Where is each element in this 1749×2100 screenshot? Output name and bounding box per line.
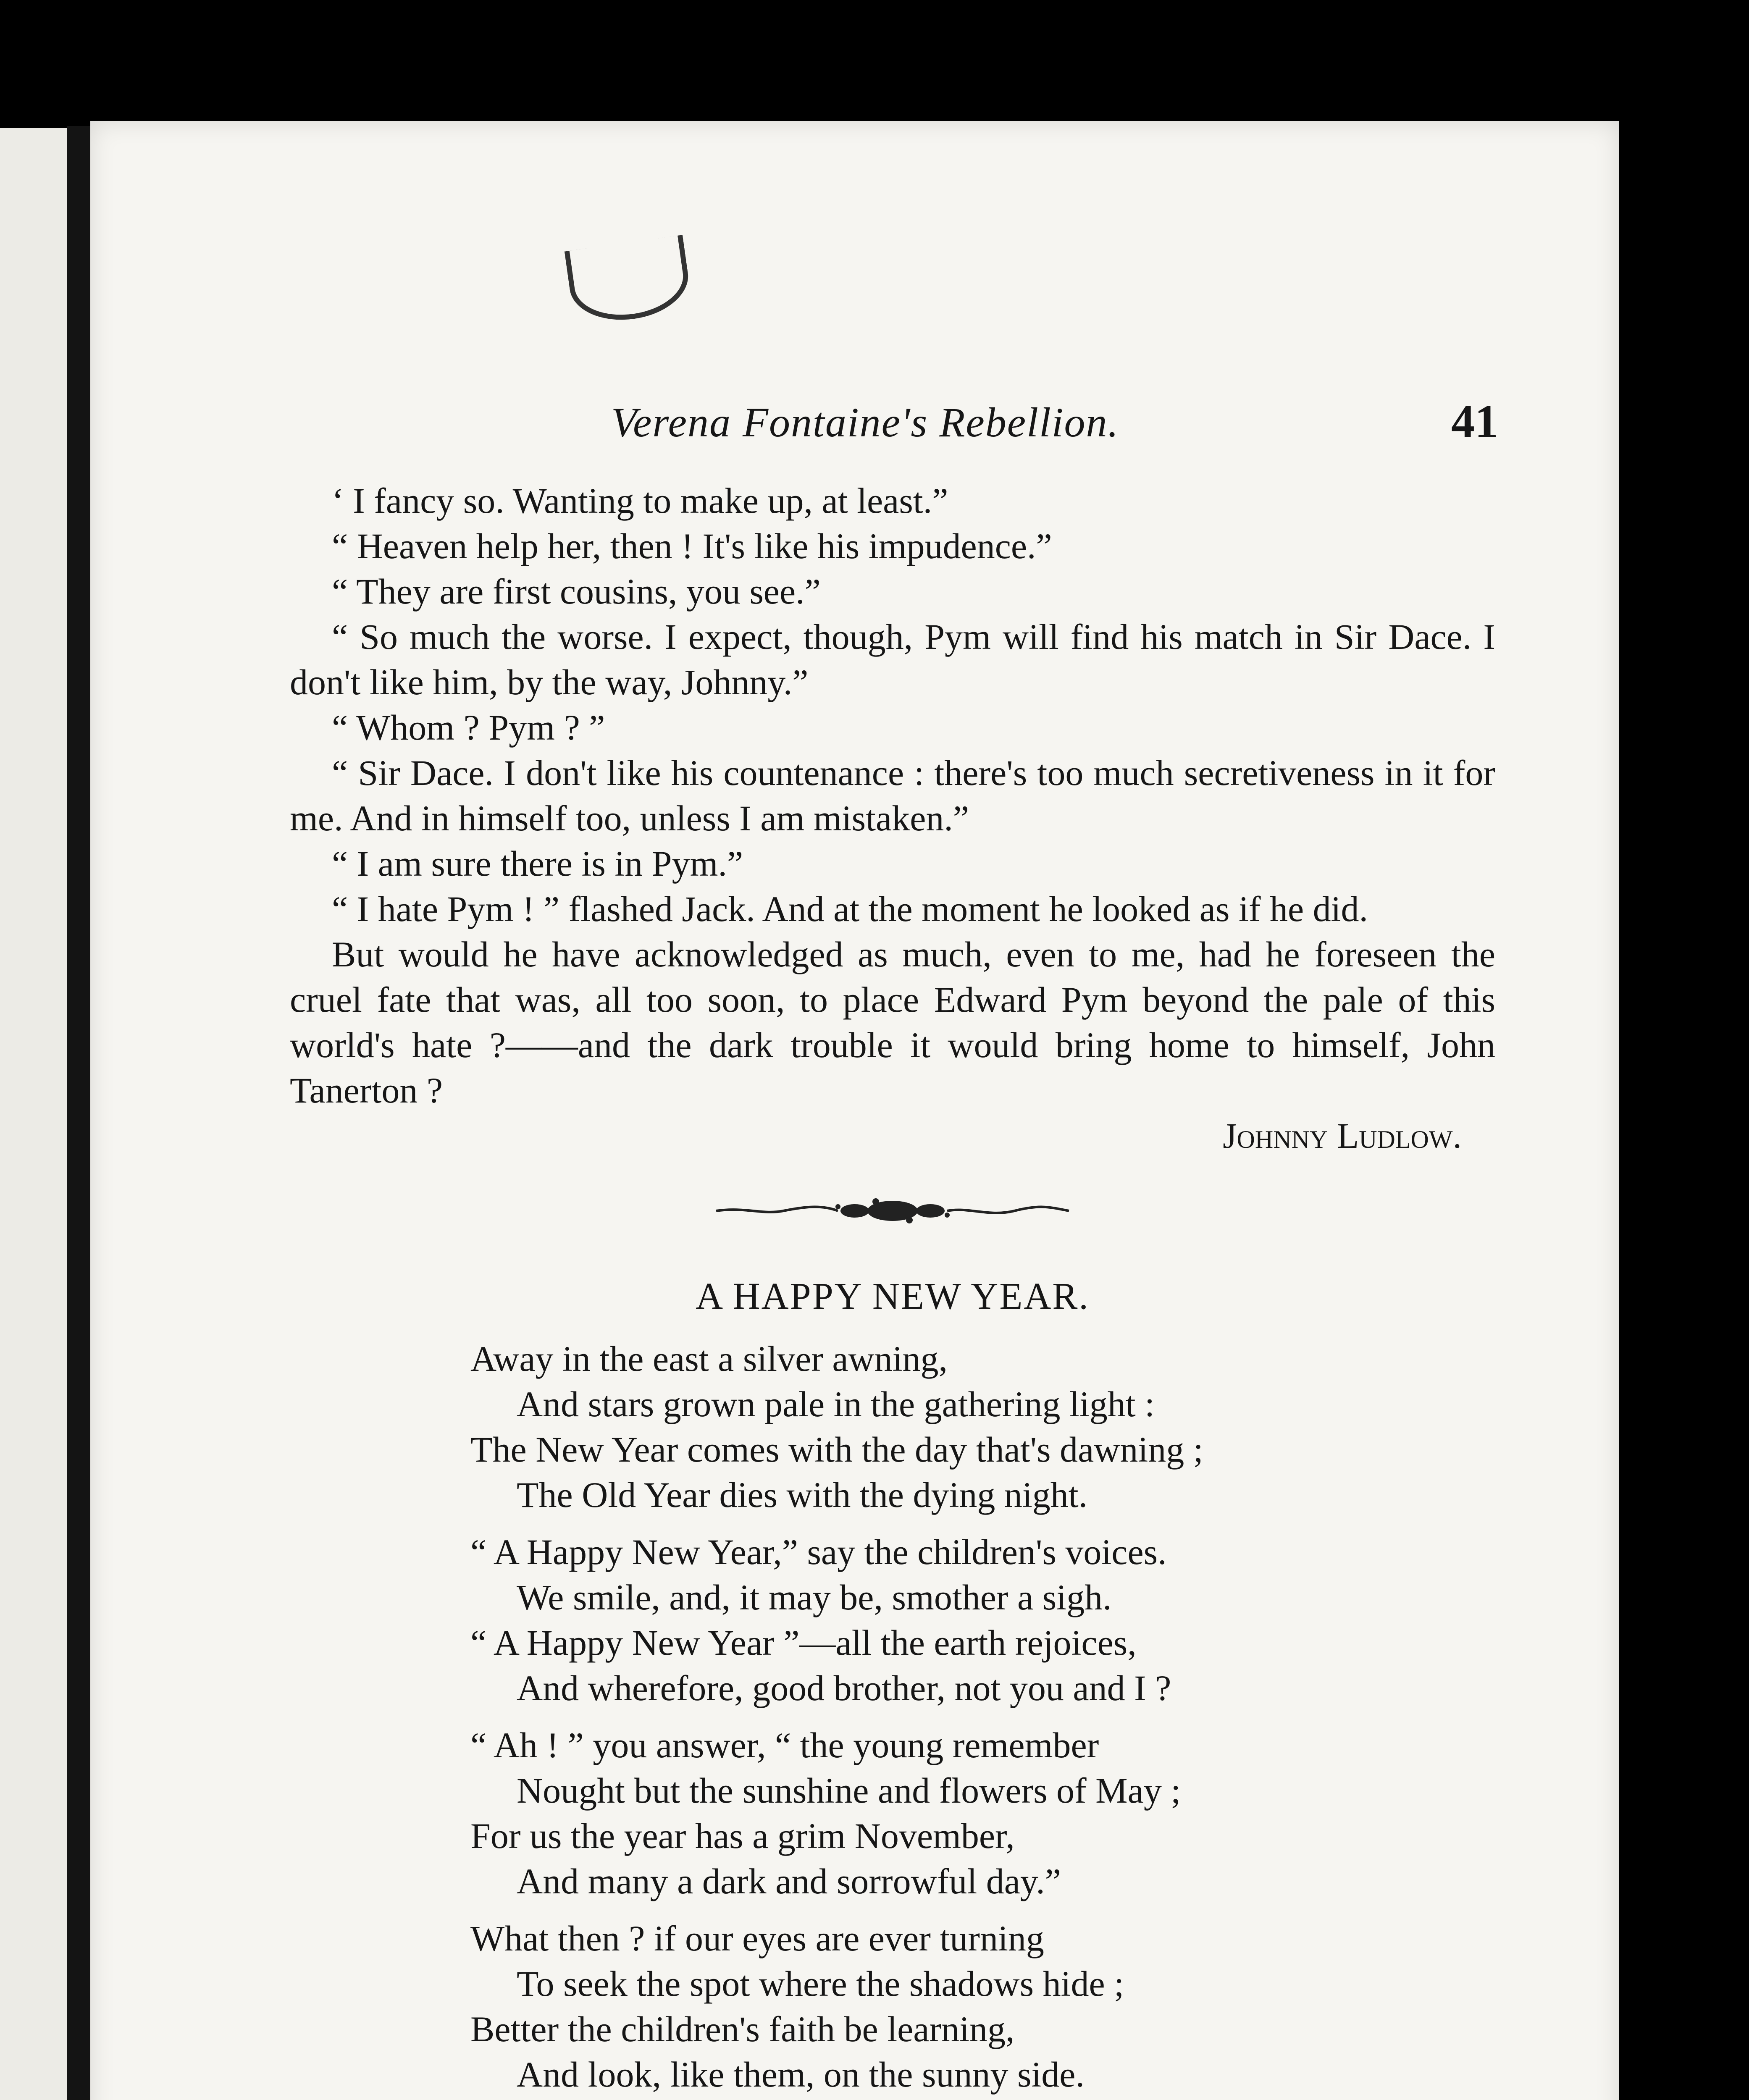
prose-paragraph: ‘ I fancy so. Wanting to make up, at least.”: [332, 480, 948, 521]
page-number: 41: [1451, 396, 1498, 448]
running-title: Verena Fontaine's Rebellion.: [611, 399, 1119, 446]
poem-stanza: [470, 1722, 1495, 1904]
prose-paragraph: “ So much the worse. I expect, though, Pym will find his match in Sir Dace. I don't like him, by the way, Johnny.”: [290, 617, 1495, 702]
prose-paragraph: “ They are first cousins, you see.”: [332, 571, 821, 612]
poem: [290, 1336, 1495, 2100]
poem-line: And look, like them, on the sunny side.: [517, 2054, 1085, 2095]
author-signature: Johnny Ludlow.: [1223, 1116, 1462, 1156]
poem-title: A HAPPY NEW YEAR.: [696, 1276, 1090, 1317]
prose-paragraph: “ Whom ? Pym ? ”: [332, 707, 605, 748]
poem-line: And wherefore, good brother, not you and I ?: [517, 1668, 1171, 1708]
poem-line: “ A Happy New Year ”—all the earth rejoices,: [470, 1622, 1137, 1663]
poem-stanza: [470, 1529, 1495, 1711]
prose-paragraph: “ Heaven help her, then ! It's like his impudence.”: [332, 526, 1052, 566]
poem-line: To seek the spot where the shadows hide ;: [517, 1964, 1124, 2004]
poem-stanza: [470, 1916, 1495, 2097]
poem-line: For us the year has a grim November,: [470, 1816, 1015, 1856]
poem-line: The New Year comes with the day that's dawning ;: [470, 1429, 1203, 1470]
poem-line: Nought but the sunshine and flowers of May ;: [517, 1770, 1181, 1811]
prose-paragraph: But would he have acknowledged as much, even to me, had he foreseen the cruel fate that was, all too soon, to place Edward Pym beyond the pale of this world's hate ?——and the dark trouble it would bring home to himself, John Tanerton ?: [290, 934, 1495, 1110]
text-block: [290, 478, 1495, 2100]
prose-paragraph: “ Sir Dace. I don't like his countenance : there's too much secretiveness in it for me. And in himself too, unless I am mistaken.”: [290, 753, 1495, 838]
poem-line: “ Ah ! ” you answer, “ the young remember: [470, 1725, 1099, 1765]
poem-stanza: [470, 1336, 1495, 1517]
poem-line: And many a dark and sorrowful day.”: [517, 1861, 1061, 1901]
ornament-divider: [712, 1194, 1073, 1228]
poem-line: Better the children's faith be learning,: [470, 2009, 1015, 2049]
poem-line: We smile, and, it may be, smother a sigh.: [517, 1577, 1112, 1617]
ink-mark: [565, 235, 693, 327]
poem-line: Away in the east a silver awning,: [470, 1339, 948, 1379]
prose-paragraph: “ I am sure there is in Pym.”: [332, 843, 743, 884]
book-page: [90, 121, 1619, 2100]
poem-line: “ A Happy New Year,” say the children's voices.: [470, 1532, 1167, 1572]
page-header: [90, 398, 1619, 457]
prose-paragraph: “ I hate Pym ! ” flashed Jack. And at the moment he looked as if he did.: [332, 889, 1368, 929]
poem-line: What then ? if our eyes are ever turning: [470, 1918, 1044, 1958]
poem-line: And stars grown pale in the gathering light :: [517, 1384, 1155, 1424]
poem-line: The Old Year dies with the dying night.: [517, 1475, 1088, 1515]
